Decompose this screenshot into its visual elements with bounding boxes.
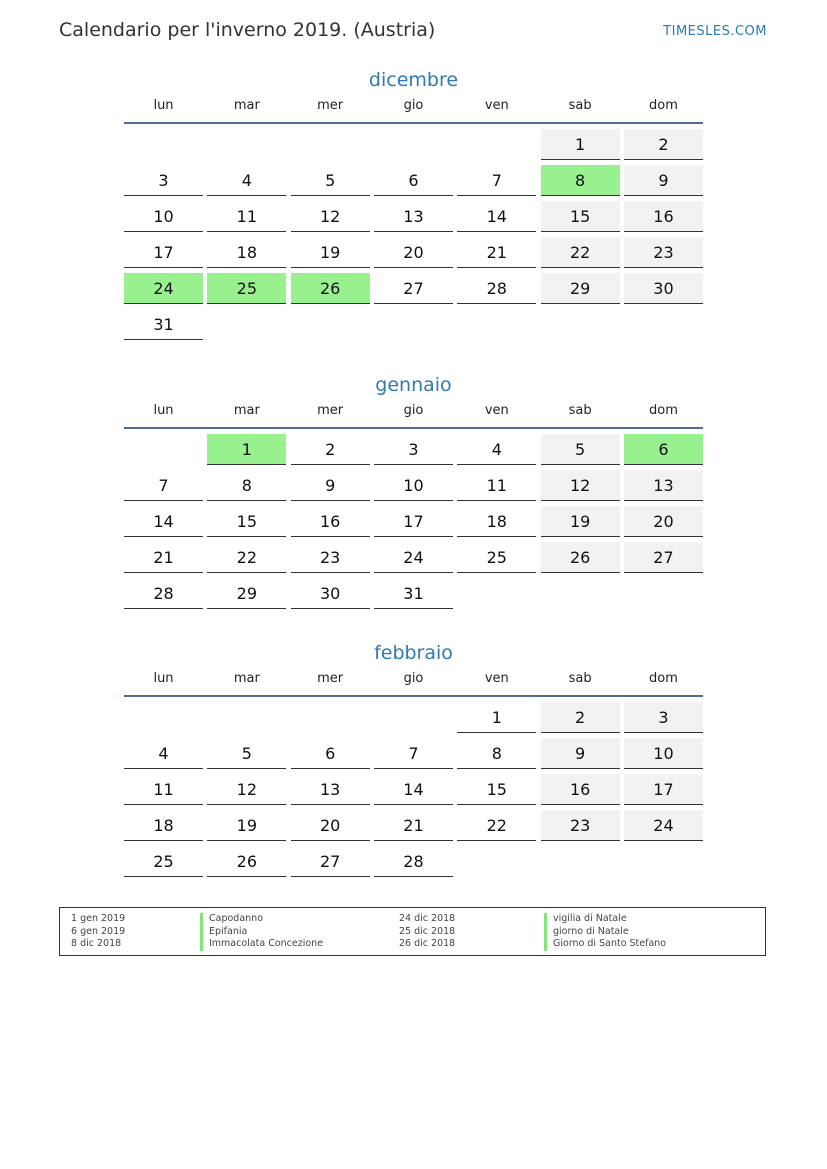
day-cell: 13 bbox=[374, 201, 453, 232]
day-cell: 22 bbox=[207, 542, 286, 573]
legend-right-dates bbox=[399, 913, 455, 951]
empty-day-cell bbox=[124, 129, 203, 160]
empty-day-cell bbox=[457, 129, 536, 160]
month-title: gennaio bbox=[375, 374, 452, 396]
day-cell: 7 bbox=[374, 738, 453, 769]
day-cell: 5 bbox=[207, 738, 286, 769]
day-cell: 11 bbox=[124, 774, 203, 805]
weekday-label: gio bbox=[403, 403, 424, 418]
day-cell: 21 bbox=[374, 810, 453, 841]
legend-date: 24 dic 2018 bbox=[399, 913, 456, 924]
empty-day-cell bbox=[624, 578, 703, 609]
day-cell: 18 bbox=[207, 237, 286, 268]
weekday-label: sab bbox=[568, 98, 592, 113]
legend-holiday-name: vigilia di Natale bbox=[544, 913, 666, 926]
empty-day-cell bbox=[291, 129, 370, 160]
empty-day-cell bbox=[541, 846, 620, 877]
weeks-grid bbox=[124, 129, 703, 345]
brand-link[interactable]: TIMESLES.COM bbox=[663, 24, 767, 39]
legend-date: 6 gen 2019 bbox=[71, 925, 126, 937]
day-cell: 21 bbox=[457, 237, 536, 268]
day-cell: 11 bbox=[457, 470, 536, 501]
day-cell: 22 bbox=[457, 810, 536, 841]
day-cell: 18 bbox=[457, 506, 536, 537]
day-cell: 16 bbox=[291, 506, 370, 537]
weekday-label: mer bbox=[317, 671, 344, 686]
day-cell: 18 bbox=[124, 810, 203, 841]
weekday-label: dom bbox=[649, 403, 678, 418]
week-row bbox=[124, 702, 703, 738]
empty-day-cell bbox=[624, 309, 703, 340]
week-row bbox=[124, 129, 703, 165]
day-cell: 22 bbox=[541, 237, 620, 268]
empty-day-cell bbox=[374, 309, 453, 340]
day-cell: 25 bbox=[124, 846, 203, 877]
day-cell: 14 bbox=[374, 774, 453, 805]
day-cell: 5 bbox=[541, 434, 620, 465]
day-cell: 7 bbox=[124, 470, 203, 501]
legend-holiday-name: giorno di Natale bbox=[544, 926, 666, 939]
weekday-label: mer bbox=[317, 403, 344, 418]
day-cell: 4 bbox=[207, 165, 286, 196]
day-cell: 6 bbox=[374, 165, 453, 196]
holiday-day-cell: 24 bbox=[124, 273, 203, 304]
week-row bbox=[124, 542, 703, 578]
day-cell: 19 bbox=[207, 810, 286, 841]
day-cell: 23 bbox=[624, 237, 703, 268]
empty-day-cell bbox=[457, 578, 536, 609]
day-cell: 19 bbox=[291, 237, 370, 268]
day-cell: 25 bbox=[457, 542, 536, 573]
day-cell: 7 bbox=[457, 165, 536, 196]
day-cell: 1 bbox=[541, 129, 620, 160]
day-cell: 14 bbox=[457, 201, 536, 232]
day-cell: 28 bbox=[374, 846, 453, 877]
week-row bbox=[124, 470, 703, 506]
day-cell: 31 bbox=[374, 578, 453, 609]
weekday-label: mar bbox=[233, 98, 260, 113]
day-cell: 12 bbox=[291, 201, 370, 232]
legend-holiday-name: Giorno di Santo Stefano bbox=[544, 938, 666, 951]
empty-day-cell bbox=[457, 309, 536, 340]
day-cell: 15 bbox=[541, 201, 620, 232]
week-row bbox=[124, 237, 703, 273]
day-cell: 16 bbox=[541, 774, 620, 805]
day-cell: 12 bbox=[207, 774, 286, 805]
holiday-day-cell: 8 bbox=[541, 165, 620, 196]
weekday-label: dom bbox=[649, 98, 678, 113]
day-cell: 6 bbox=[291, 738, 370, 769]
weekday-label: mar bbox=[233, 403, 260, 418]
day-cell: 4 bbox=[124, 738, 203, 769]
day-cell: 11 bbox=[207, 201, 286, 232]
day-cell: 14 bbox=[124, 506, 203, 537]
legend-left-dates bbox=[71, 913, 125, 951]
weekday-label: ven bbox=[484, 671, 509, 686]
day-cell: 2 bbox=[291, 434, 370, 465]
weekday-label: mar bbox=[233, 671, 260, 686]
day-cell: 27 bbox=[624, 542, 703, 573]
day-cell: 9 bbox=[291, 470, 370, 501]
day-cell: 26 bbox=[207, 846, 286, 877]
day-cell: 9 bbox=[541, 738, 620, 769]
day-cell: 13 bbox=[624, 470, 703, 501]
week-row bbox=[124, 506, 703, 542]
legend-holiday-name: Capodanno bbox=[200, 913, 323, 926]
month-title: dicembre bbox=[368, 69, 459, 91]
day-cell: 15 bbox=[457, 774, 536, 805]
day-cell: 8 bbox=[207, 470, 286, 501]
weekday-label: gio bbox=[403, 671, 424, 686]
empty-day-cell bbox=[207, 309, 286, 340]
empty-day-cell bbox=[457, 846, 536, 877]
week-row bbox=[124, 774, 703, 810]
weekday-label: ven bbox=[484, 98, 509, 113]
holiday-day-cell: 25 bbox=[207, 273, 286, 304]
day-cell: 17 bbox=[624, 774, 703, 805]
day-cell: 28 bbox=[457, 273, 536, 304]
legend-date: 1 gen 2019 bbox=[71, 913, 126, 924]
day-cell: 2 bbox=[541, 702, 620, 733]
weekday-header bbox=[124, 671, 703, 697]
day-cell: 30 bbox=[291, 578, 370, 609]
week-row bbox=[124, 309, 703, 345]
day-cell: 27 bbox=[374, 273, 453, 304]
weekday-label: gio bbox=[403, 98, 424, 113]
legend-right-names bbox=[544, 913, 666, 951]
weekday-label: lun bbox=[153, 98, 174, 113]
day-cell: 10 bbox=[374, 470, 453, 501]
weekday-label: sab bbox=[568, 671, 592, 686]
day-cell: 8 bbox=[457, 738, 536, 769]
week-row bbox=[124, 846, 703, 882]
day-cell: 1 bbox=[457, 702, 536, 733]
weeks-grid bbox=[124, 702, 703, 882]
day-cell: 21 bbox=[124, 542, 203, 573]
month-gennaio bbox=[124, 373, 703, 614]
legend-date: 26 dic 2018 bbox=[399, 938, 456, 949]
day-cell: 5 bbox=[291, 165, 370, 196]
page-title: Calendario per l'inverno 2019. (Austria) bbox=[59, 19, 436, 41]
day-cell: 10 bbox=[124, 201, 203, 232]
empty-day-cell bbox=[291, 702, 370, 733]
month-title: febbraio bbox=[374, 642, 453, 664]
weekday-label: lun bbox=[153, 403, 174, 418]
day-cell: 23 bbox=[541, 810, 620, 841]
day-cell: 2 bbox=[624, 129, 703, 160]
weekday-label: ven bbox=[484, 403, 509, 418]
empty-day-cell bbox=[374, 129, 453, 160]
month-dicembre bbox=[124, 68, 703, 345]
day-cell: 29 bbox=[207, 578, 286, 609]
weekday-label: lun bbox=[153, 671, 174, 686]
empty-day-cell bbox=[374, 702, 453, 733]
legend-left-names bbox=[200, 913, 323, 951]
day-cell: 15 bbox=[207, 506, 286, 537]
holiday-legend bbox=[59, 907, 766, 956]
day-cell: 12 bbox=[541, 470, 620, 501]
empty-day-cell bbox=[207, 702, 286, 733]
empty-day-cell bbox=[541, 309, 620, 340]
day-cell: 3 bbox=[624, 702, 703, 733]
empty-day-cell bbox=[124, 434, 203, 465]
empty-day-cell bbox=[207, 129, 286, 160]
day-cell: 20 bbox=[374, 237, 453, 268]
week-row bbox=[124, 201, 703, 237]
day-cell: 27 bbox=[291, 846, 370, 877]
empty-day-cell bbox=[291, 309, 370, 340]
week-row bbox=[124, 273, 703, 309]
legend-holiday-name: Epifania bbox=[200, 926, 323, 939]
day-cell: 24 bbox=[374, 542, 453, 573]
week-row bbox=[124, 165, 703, 201]
day-cell: 20 bbox=[291, 810, 370, 841]
day-cell: 4 bbox=[457, 434, 536, 465]
holiday-day-cell: 1 bbox=[207, 434, 286, 465]
day-cell: 17 bbox=[124, 237, 203, 268]
legend-date: 25 dic 2018 bbox=[399, 925, 456, 937]
day-cell: 9 bbox=[624, 165, 703, 196]
day-cell: 30 bbox=[624, 273, 703, 304]
day-cell: 10 bbox=[624, 738, 703, 769]
day-cell: 13 bbox=[291, 774, 370, 805]
weekday-label: mer bbox=[317, 98, 344, 113]
legend-holiday-name: Immacolata Concezione bbox=[200, 938, 323, 951]
empty-day-cell bbox=[541, 578, 620, 609]
day-cell: 20 bbox=[624, 506, 703, 537]
weekday-label: sab bbox=[568, 403, 592, 418]
weekday-header bbox=[124, 403, 703, 429]
empty-day-cell bbox=[624, 846, 703, 877]
week-row bbox=[124, 738, 703, 774]
day-cell: 19 bbox=[541, 506, 620, 537]
day-cell: 28 bbox=[124, 578, 203, 609]
day-cell: 16 bbox=[624, 201, 703, 232]
empty-day-cell bbox=[124, 702, 203, 733]
week-row bbox=[124, 434, 703, 470]
weekday-label: dom bbox=[649, 671, 678, 686]
day-cell: 23 bbox=[291, 542, 370, 573]
legend-date: 8 dic 2018 bbox=[71, 938, 122, 949]
day-cell: 3 bbox=[374, 434, 453, 465]
day-cell: 26 bbox=[541, 542, 620, 573]
week-row bbox=[124, 810, 703, 846]
month-febbraio bbox=[124, 641, 703, 882]
day-cell: 3 bbox=[124, 165, 203, 196]
day-cell: 31 bbox=[124, 309, 203, 340]
weekday-header bbox=[124, 98, 703, 124]
day-cell: 17 bbox=[374, 506, 453, 537]
day-cell: 24 bbox=[624, 810, 703, 841]
holiday-day-cell: 26 bbox=[291, 273, 370, 304]
day-cell: 29 bbox=[541, 273, 620, 304]
weeks-grid bbox=[124, 434, 703, 614]
week-row bbox=[124, 578, 703, 614]
holiday-day-cell: 6 bbox=[624, 434, 703, 465]
